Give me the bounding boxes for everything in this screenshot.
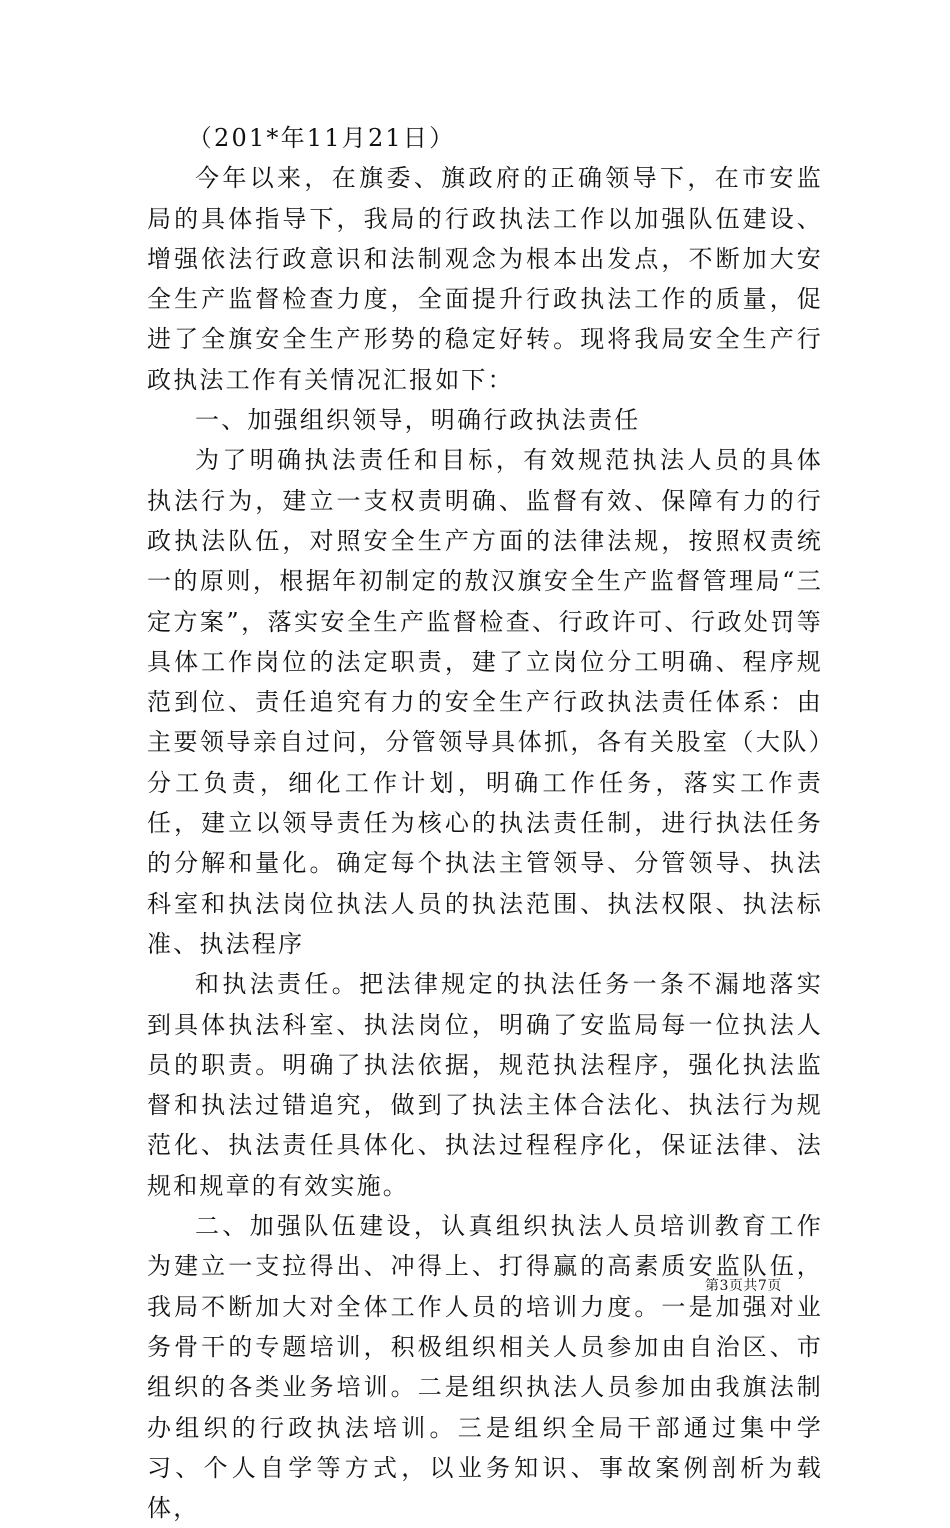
page-number: 第3页共7页 xyxy=(705,1278,782,1294)
paragraph-intro: 今年以来，在旗委、旗政府的正确领导下，在市安监局的具体指导下，我局的行政执法工作以加强队伍建设、增强依法行政意识和法制观念为根本出发点，不断加大安全生产监督检查力度，全面提升行政执法工作的质量，促进了全旗安全生产形势的稳定好转。现将我局安全生产行政执法工作有关情况汇报如下： xyxy=(147,164,823,394)
date-line: （201*年11月21日） xyxy=(187,124,456,152)
paragraph-section-1-continued: 和执法责任。把法律规定的执法任务一条不漏地落实到具体执法科室、执法岗位，明确了安监局每一位执法人员的职责。明确了执法依据，规范执法程序，强化执法监督和执法过错追究，做到了执法主体合法化、执法行为规范化、执法责任具体化、执法过程程序化，保证法律、法规和规章的有效实施。 xyxy=(147,970,823,1200)
paragraph-section-2: 二、加强队伍建设，认真组织执法人员培训教育工作为建立一支拉得出、冲得上、打得赢的高素质安监队伍，我局不断加大对全体工作人员的培训力度。一是加强对业务骨干的专题培训，积极组织相关人员参加由自治区、市组织的各类业务培训。二是组织执法人员参加由我旗法制办组织的行政执法培训。三是组织全局干部通过集中学习、个人自学等方式，以业务知识、事故案例剖析为载体， xyxy=(147,1212,823,1523)
paragraph-section-1: 为了明确执法责任和目标，有效规范执法人员的具体执法行为，建立一支权责明确、监督有效、保障有力的行政执法队伍，对照安全生产方面的法律法规，按照权责统一的原则，根据年初制定的敖汉旗安全生产监督管理局“三定方案”，落实安全生产监督检查、行政许可、行政处罚等具体工作岗位的法定职责，建了立岗位分工明确、程序规范到位、责任追究有力的安全生产行政执法责任体系：由主要领导亲自过问，分管领导具体抓，各有关股室（大队）分工负责，细化工作计划，明确工作任务，落实工作责任，建立以领导责任为核心的执法责任制，进行执法任务的分解和量化。确定每个执法主管领导、分管领导、执法科室和执法岗位执法人员的执法范围、执法权限、执法标准、执法程序 xyxy=(147,446,823,958)
section-heading-1: 一、加强组织领导，明确行政执法责任 xyxy=(195,406,641,435)
document-body xyxy=(147,118,823,1528)
